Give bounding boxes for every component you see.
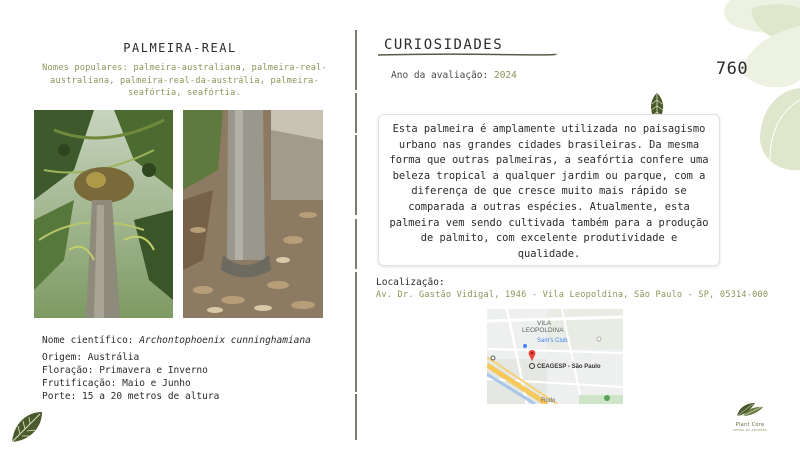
plant-title: PALMEIRA-REAL — [123, 41, 237, 55]
origin: Origem: Austrália — [42, 352, 140, 363]
leaf-icon-bottom-left — [8, 408, 46, 446]
map-district-label: VILA — [537, 320, 552, 327]
evaluation-year — [391, 70, 517, 81]
scientific-name: Archontophoenix cunninghamiana — [139, 335, 311, 346]
palm-trunk-photo — [183, 110, 323, 318]
fruiting: Frutificação: Maio e Junho — [42, 378, 191, 389]
map-road-label: Rodo — [541, 398, 556, 404]
logo-name: Plant Core — [735, 422, 765, 428]
flowering: Floração: Primavera e Inverno — [42, 365, 208, 376]
title-underline — [378, 52, 558, 57]
map-store-label: Sam's Club — [537, 338, 568, 344]
eval-year-value: 2024 — [493, 70, 517, 81]
location-map[interactable] — [487, 309, 623, 404]
logo-leaves-icon — [735, 401, 765, 417]
curiosities-title: CURIOSIDADES — [384, 37, 504, 53]
location-label: Localização: — [376, 277, 445, 288]
logo-tagline: CENSO DE ÁRVORES — [732, 428, 768, 432]
map-district-label-2: LEOPOLDINA — [522, 327, 564, 334]
location-address: Av. Dr. Gastão Vidigal, 1946 - Vila Leopoldina, São Paulo - SP, 05314-000 — [376, 290, 769, 300]
vertical-divider — [355, 30, 357, 440]
scientific-label: Nome científico: — [42, 335, 134, 346]
size: Porte: 15 a 20 metros de altura — [42, 391, 220, 402]
map-place-label: CEAGESP - São Paulo — [537, 364, 601, 370]
scientific-name-row — [42, 334, 311, 347]
curiosities-text: Esta palmeira é amplamente utilizada no paisagismo urbano nas grandes cidades brasileiras. Da mesma forma que outras palmeiras, a seafórtia confere uma beleza tropical a qualquer jardim ou parque, com a diferença de que cresce muito mais rápido se comparada a outras espécies. Atualmente, esta palmeira vem sendo cultivada também para a produção de palmito, com excelente produtividade e qualidade. — [378, 114, 720, 266]
plant-core-logo — [728, 401, 772, 432]
eval-label: Ano da avaliação: — [391, 70, 489, 81]
popular-names: Nomes populares: palmeira-australiana, palmeira-real-australiana, palmeira-real-da-austrália, palmeira-seafórtia, seafórtia. — [42, 63, 327, 98]
plant-facts — [42, 334, 311, 403]
palm-canopy-photo — [34, 110, 173, 318]
plant-number: 760 — [715, 59, 749, 79]
